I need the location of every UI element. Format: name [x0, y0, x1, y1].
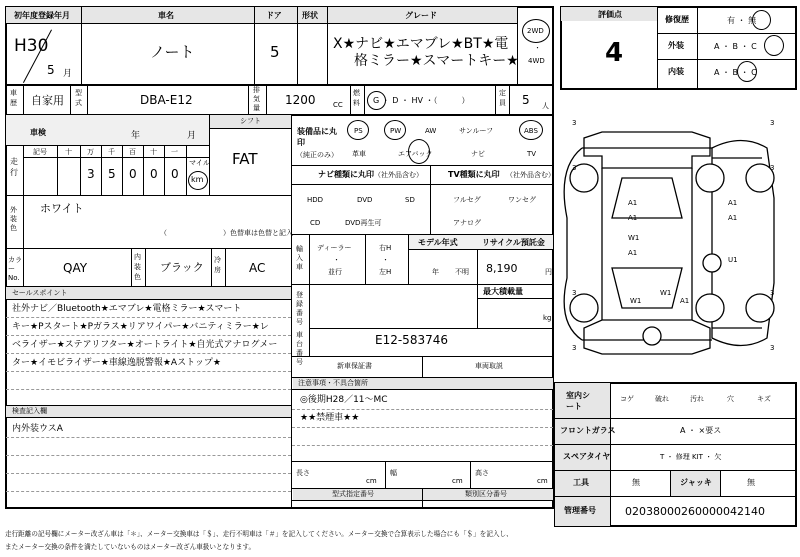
three-6: 3: [770, 289, 775, 297]
ps-circle: [347, 120, 369, 140]
mark-3: A1: [628, 214, 638, 222]
mark-4: A1: [728, 214, 738, 222]
usage-value: 自家用: [31, 94, 64, 107]
jack-value: 無: [747, 478, 755, 487]
tv-types-sub: （社外品含む）: [506, 171, 555, 179]
equipment-sublabel: （純正のみ）: [296, 151, 338, 159]
displacement-label: 排気量: [253, 86, 260, 112]
equip-aw: AW: [425, 127, 437, 135]
three-7: 3: [572, 344, 577, 352]
mileage-digit-2: 5: [108, 167, 116, 181]
equip-leather: 革車: [352, 150, 366, 158]
equip-pw: PW: [390, 127, 402, 135]
nav-hdd: HDD: [307, 196, 324, 204]
nav-sd: SD: [405, 196, 415, 204]
abs-circle: [519, 120, 543, 140]
inspection-month: 月: [187, 131, 197, 141]
score-label: 評価点: [598, 10, 622, 19]
score-value: 4: [605, 38, 624, 68]
mark-10: W1: [630, 297, 642, 305]
nav-cd: CD: [310, 219, 321, 227]
repair-circle: [752, 10, 771, 30]
model-year-unit: 年: [432, 268, 439, 276]
first-reg-month-unit: 月: [63, 69, 73, 79]
max-load-unit: kg: [543, 314, 552, 322]
seat-burn: コゲ: [620, 395, 634, 403]
dim-width-unit: cm: [452, 477, 463, 485]
door-label: ドア: [266, 11, 282, 20]
seat-label: 室内シート: [566, 391, 590, 411]
inspection-year: 年: [131, 131, 141, 141]
mgmt-value: 02038000260000042140: [625, 505, 765, 518]
grade-line1: X★ナビ★エマブレ★BT★電: [333, 36, 509, 52]
mileage-mark-label: 記号: [33, 148, 47, 156]
mgmt-label: 管理番号: [564, 506, 596, 515]
three-2: 3: [770, 119, 775, 127]
chassis-label: 車台番号: [296, 331, 303, 366]
selling-point-line-1: 社外ナビ／Bluetooth★エマブレ★電格ミラー★スマート: [12, 304, 242, 314]
mark-1: A1: [628, 199, 638, 207]
manual: 車両取説: [475, 362, 503, 370]
mileage-digit-1: 3: [87, 167, 95, 181]
nav-dvd: DVD: [357, 196, 373, 204]
interior-label: 内装色: [134, 253, 141, 281]
seat-scratch: キズ: [757, 395, 771, 403]
repair-value: 有 ・ 無: [727, 16, 757, 25]
dim-height: 高さ: [475, 469, 489, 477]
mileage-label: 走行: [10, 157, 18, 177]
first-reg-year: H30: [14, 36, 49, 56]
drive-4wd: 4WD: [528, 57, 545, 65]
model-year-label: モデル年式: [418, 238, 458, 247]
color-no-label: カラーNo.: [8, 256, 22, 282]
import-right: 右H: [379, 244, 392, 252]
doors: 5: [270, 43, 280, 61]
digit-label-2: 千: [108, 148, 115, 156]
shift-value: FAT: [232, 150, 258, 168]
drive-2wd: 2WD: [527, 27, 544, 35]
tv-analog: アナログ: [453, 219, 481, 227]
ext-grade-label: 外装: [668, 41, 684, 50]
capacity-unit: 人: [542, 102, 549, 110]
dim-length-unit: cm: [366, 477, 377, 485]
tv-types-label: TV種類に丸印: [448, 170, 500, 179]
equip-abs: ABS: [524, 127, 538, 135]
fuel-circle: [367, 91, 386, 110]
spare-value: T ・ 修理 KIT ・ 欠: [660, 453, 722, 461]
mark-6: A1: [628, 249, 638, 257]
type-no-label: 型式指定番号: [332, 490, 374, 498]
equipment-label: 装備品に丸印: [297, 127, 337, 147]
capacity-value: 5: [522, 93, 530, 107]
main-sheet: [5, 6, 554, 509]
shift-label: シフト: [240, 117, 261, 125]
import-dot: ・: [333, 256, 340, 264]
footer-line2: またメーター交換の条件を満たしていないものはメーター改ざん車扱いとなります。: [5, 543, 256, 551]
notes-label: 注意事項・不具合箇所: [298, 379, 368, 387]
reg-no-label: 登録番号: [296, 291, 303, 326]
nav-dvd-play: DVD再生可: [345, 219, 382, 227]
model-year-unknown: 不明: [455, 268, 469, 276]
import-left: 左H: [379, 268, 392, 276]
mark-9: A1: [680, 297, 690, 305]
jack-label: ジャッキ: [680, 478, 712, 487]
dim-length: 長さ: [296, 469, 310, 477]
notes-line1: ◎後期H28／11～MC: [300, 395, 388, 405]
equip-sunroof: サンルーフ: [459, 127, 494, 135]
ext-grade-value: A ・ B ・ C: [714, 42, 757, 51]
digit-label-5: 一: [171, 148, 178, 156]
three-4: 3: [770, 164, 775, 172]
spare-label: スペアタイヤ: [563, 452, 611, 461]
first-reg-label: 初年度登録年月: [14, 11, 70, 20]
fuel-options: G ・ D ・ HV ・（ ）: [373, 96, 470, 105]
color-no-value: QAY: [63, 261, 88, 275]
selling-point-line-2: キー★Pスタート★Pガラス★リアワイパー★バニティミラー★レ: [12, 322, 269, 332]
mile-label: マイル: [189, 159, 210, 167]
exterior-color-note: （ ）色替車は色替と記入: [160, 229, 293, 237]
dim-width: 幅: [390, 469, 397, 477]
model-value: DBA-E12: [140, 93, 193, 107]
car-name: ノート: [150, 43, 195, 61]
tools-value: 無: [632, 478, 640, 487]
model-label: 型式: [75, 89, 82, 107]
grade-line2: 格ミラー★スマートキー★: [354, 53, 519, 69]
selling-point-line-3: ベライザー★ステアリフター★オートライト★自光式アナログメー: [12, 340, 278, 350]
selling-point-line-4: ター★イモビライザー★車線逸脱警報★Aストップ★: [12, 358, 221, 368]
seat-hole: 穴: [727, 395, 734, 403]
displacement-value: 1200: [285, 93, 316, 107]
inspector-label: 検査記入欄: [12, 407, 47, 415]
airbag-circle: [408, 139, 430, 164]
exterior-color-label: 外装色: [10, 206, 17, 232]
car-name-label: 車名: [158, 11, 174, 20]
digit-label-1: 万: [87, 148, 94, 156]
three-8: 3: [770, 344, 775, 352]
ac-value: AC: [249, 261, 266, 275]
equip-tv: TV: [527, 150, 537, 158]
tv-fullseg: フルセグ: [453, 196, 481, 204]
dim-height-unit: cm: [537, 477, 548, 485]
int-grade-circle: [737, 61, 757, 82]
ac-label: 冷房: [214, 256, 221, 274]
fuel-label: 燃料: [353, 89, 360, 107]
equip-navi: ナビ: [471, 150, 485, 158]
max-load-label: 最大積載量: [483, 287, 523, 296]
digit-label-0: 十: [65, 148, 72, 156]
mileage-unit: km: [191, 175, 204, 184]
grade-label: グレード: [405, 11, 437, 20]
windshield-value: A ・ ×要ス: [680, 426, 722, 435]
usage-label: 車歴: [10, 89, 17, 107]
new-car-warranty: 新車保証書: [337, 362, 372, 370]
recycle-label: リサイクル預託金: [482, 238, 545, 247]
digit-label-3: 百: [129, 148, 136, 156]
drive-dot: ・: [534, 44, 541, 52]
mileage-digit-5: 0: [171, 167, 179, 181]
tools-label: 工具: [573, 478, 589, 487]
int-grade-value: A ・ B ・ C: [714, 68, 757, 77]
mark-5: W1: [628, 234, 640, 242]
three-5: 3: [572, 289, 577, 297]
displacement-unit: CC: [333, 101, 343, 109]
three-3: 3: [572, 164, 577, 172]
pw-circle: [384, 120, 406, 140]
seat-stain: 汚れ: [690, 395, 704, 403]
repair-label: 修復歴: [665, 15, 689, 24]
import-dot2: ・: [382, 256, 389, 264]
tv-oneseg: ワンセグ: [508, 196, 536, 204]
first-reg-month: 5: [47, 63, 55, 77]
digit-label-4: 十: [150, 148, 157, 156]
car-damage-diagram: [562, 108, 792, 378]
mark-7: U1: [728, 256, 738, 264]
inspection-label: 車検: [30, 128, 46, 137]
nav-types-label: ナビ種類に丸印: [318, 170, 374, 179]
ext-grade-circle: [764, 35, 784, 56]
notes-line2: ★★禁煙車★★: [300, 413, 360, 423]
equip-ps: PS: [354, 127, 363, 135]
mileage-digit-4: 0: [150, 167, 158, 181]
windshield-label: フロントガラス: [560, 426, 616, 435]
interior-value: ブラック: [160, 261, 204, 274]
car-body-outline: [564, 132, 774, 354]
capacity-label: 定員: [499, 89, 506, 107]
class-no-label: 類別区分番号: [465, 490, 507, 498]
recycle-unit: 円: [545, 268, 552, 276]
int-grade-label: 内装: [668, 67, 684, 76]
import-label: 輸入車: [296, 245, 303, 271]
equip-airbag: エアバック: [398, 150, 433, 158]
mark-8: W1: [660, 289, 672, 297]
recycle-value: 8,190: [486, 262, 518, 275]
mark-2: A1: [728, 199, 738, 207]
three-1: 3: [572, 119, 577, 127]
mileage-digit-3: 0: [129, 167, 137, 181]
import-parallel: 並行: [328, 268, 342, 276]
wheels: [570, 164, 774, 345]
footer-line1: 走行距離の記号欄にメーター改ざん車は「＊」、メーター交換車は「＄」、走行不明車は「＃」を記入してください。メーター交換で合算表示した場合にも「＄」を記入し、: [5, 530, 513, 538]
import-dealer: ディーラー: [317, 244, 352, 252]
exterior-color-value: ホワイト: [40, 202, 84, 215]
nav-types-sub: （社外品含む）: [374, 171, 423, 179]
chassis-value: E12-583746: [375, 333, 448, 347]
selling-points-label: セールスポイント: [12, 289, 68, 297]
seat-tear: 破れ: [655, 395, 669, 403]
inspector-value: 内外装ウスA: [12, 424, 63, 434]
shape-label: 形状: [302, 11, 318, 20]
